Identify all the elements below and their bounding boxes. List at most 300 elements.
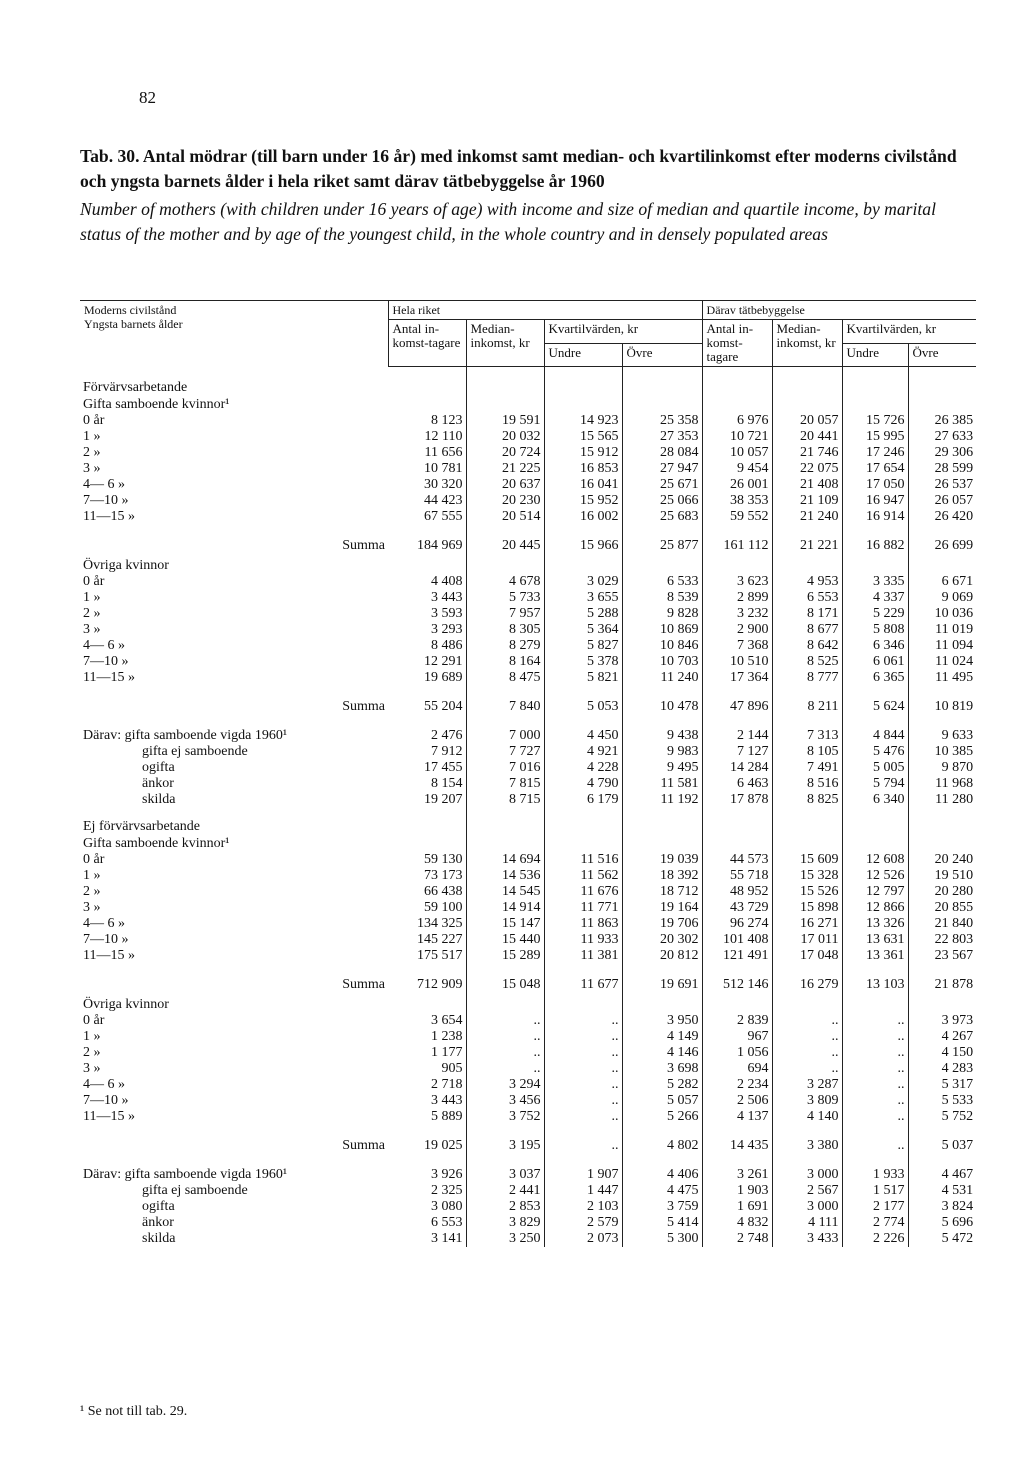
value-cell: 3 698 (622, 1061, 702, 1077)
row-label: 0 år (83, 574, 105, 589)
col-header-undre-tat: Undre (842, 343, 908, 367)
value-cell: .. (544, 1061, 622, 1077)
value-cell: .. (544, 1045, 622, 1061)
value-cell: .. (842, 1013, 908, 1029)
value-cell: 5 476 (842, 744, 908, 760)
value-cell: 7 957 (466, 606, 544, 622)
value-cell: .. (466, 1029, 544, 1045)
value-cell: 11 094 (935, 638, 974, 653)
row-label: 11—15 » (83, 670, 135, 685)
row-label: Summa (342, 699, 385, 714)
empty-cell (842, 996, 908, 1013)
value-cell: 1 177 (388, 1045, 466, 1061)
value-cell: 2 853 (466, 1199, 544, 1215)
row-label: skilda (142, 792, 176, 807)
value-cell: 4 150 (941, 1045, 974, 1060)
value-cell: 26 057 (934, 493, 974, 508)
empty-cell (772, 396, 842, 413)
value-cell: 121 491 (702, 948, 772, 964)
empty-cell (908, 557, 976, 574)
value-cell: 8 211 (772, 696, 842, 718)
value-cell: 161 112 (702, 535, 772, 557)
value-cell: 96 274 (702, 916, 772, 932)
value-cell: 5 288 (544, 606, 622, 622)
spacer-cell (388, 718, 466, 728)
spacer-cell (388, 686, 466, 696)
value-cell: 3 973 (941, 1013, 974, 1028)
value-cell: 21 746 (772, 445, 842, 461)
spacer-cell (842, 1125, 908, 1135)
table-row (80, 760, 976, 776)
value-cell: 20 724 (466, 445, 544, 461)
empty-cell (908, 396, 976, 413)
empty-cell (544, 835, 622, 852)
value-cell: 8 164 (466, 654, 544, 670)
value-cell: 11 771 (544, 900, 622, 916)
value-cell: .. (466, 1013, 544, 1029)
value-cell: 4 953 (772, 574, 842, 590)
value-cell: 12 526 (842, 868, 908, 884)
spacer-cell (80, 1125, 388, 1135)
empty-cell (544, 818, 622, 835)
table-row (80, 1231, 976, 1247)
value-cell: 5 794 (842, 776, 908, 792)
spacer-cell (466, 525, 544, 535)
table-row (80, 932, 976, 948)
empty-cell (702, 379, 772, 396)
value-cell: 10 846 (622, 638, 702, 654)
value-cell: .. (842, 1109, 908, 1125)
value-cell: 2 441 (466, 1183, 544, 1199)
value-cell: 59 130 (388, 852, 466, 868)
value-cell: 20 445 (466, 535, 544, 557)
value-cell: 25 066 (622, 493, 702, 509)
value-cell: 10 385 (934, 744, 974, 759)
table-row (80, 1061, 976, 1077)
value-cell: 11 192 (622, 792, 702, 808)
value-cell: 44 573 (702, 852, 772, 868)
value-cell: 8 154 (388, 776, 466, 792)
value-cell: 3 293 (388, 622, 466, 638)
value-cell: 27 633 (934, 429, 974, 444)
empty-cell (702, 996, 772, 1013)
table-row (80, 852, 976, 868)
value-cell: 11 240 (622, 670, 702, 686)
table-row (80, 622, 976, 638)
value-cell: 21 840 (934, 916, 974, 931)
value-cell: 4 149 (622, 1029, 702, 1045)
value-cell: 47 896 (702, 696, 772, 718)
value-cell: 19 510 (934, 868, 974, 883)
row-label: 0 år (83, 1013, 105, 1028)
value-cell: 3 261 (702, 1167, 772, 1183)
value-cell: 2 567 (772, 1183, 842, 1199)
spacer-cell (842, 964, 908, 974)
value-cell: 15 995 (842, 429, 908, 445)
value-cell: 9 870 (941, 760, 974, 775)
value-cell: 3 443 (388, 1093, 466, 1109)
summa-row (80, 696, 976, 718)
row-label: 11—15 » (83, 509, 135, 524)
page-number: 82 (139, 88, 156, 107)
value-cell: 10 057 (702, 445, 772, 461)
value-cell: 8 305 (466, 622, 544, 638)
value-cell: 9 983 (622, 744, 702, 760)
value-cell: 2 900 (702, 622, 772, 638)
value-cell: 26 537 (934, 477, 974, 492)
empty-cell (622, 996, 702, 1013)
value-cell: 19 025 (388, 1135, 466, 1157)
value-cell: 3 752 (466, 1109, 544, 1125)
spacer-cell (388, 1157, 466, 1167)
value-cell: 4 531 (941, 1183, 974, 1198)
summa-row (80, 535, 976, 557)
value-cell: 44 423 (388, 493, 466, 509)
value-cell: 14 284 (702, 760, 772, 776)
table-row (80, 590, 976, 606)
row-label: 1 » (83, 1029, 101, 1044)
value-cell: 10 819 (934, 699, 974, 714)
value-cell: 16 002 (544, 509, 622, 525)
value-cell: 3 232 (702, 606, 772, 622)
footnote: ¹ Se not till tab. 29. (80, 1404, 188, 1419)
value-cell: .. (842, 1061, 908, 1077)
empty-cell (842, 557, 908, 574)
value-cell: 9 438 (622, 728, 702, 744)
spacer-cell (702, 718, 772, 728)
spacer-cell (908, 964, 976, 974)
value-cell: 15 609 (772, 852, 842, 868)
value-cell: 19 591 (466, 413, 544, 429)
spacer-cell (544, 686, 622, 696)
value-cell: 3 380 (772, 1135, 842, 1157)
spacer-cell (466, 964, 544, 974)
value-cell: 27 947 (622, 461, 702, 477)
value-cell: .. (842, 1029, 908, 1045)
spacer-row (80, 964, 976, 974)
section-heading-row (80, 835, 976, 852)
value-cell: 21 240 (772, 509, 842, 525)
spacer-cell (622, 808, 702, 818)
section-heading-row (80, 818, 976, 835)
value-cell: 8 539 (622, 590, 702, 606)
value-cell: 694 (702, 1061, 772, 1077)
table-row (80, 461, 976, 477)
empty-cell (908, 996, 976, 1013)
value-cell: 5 378 (544, 654, 622, 670)
row-label: 3 » (83, 900, 101, 915)
value-cell: 1 903 (702, 1183, 772, 1199)
value-cell: 26 385 (934, 413, 974, 428)
value-cell: 2 748 (702, 1231, 772, 1247)
value-cell: 4 678 (466, 574, 544, 590)
value-cell: 2 839 (702, 1013, 772, 1029)
section-heading-row (80, 396, 976, 413)
value-cell: 7 491 (772, 760, 842, 776)
spacer-row (80, 1157, 976, 1167)
group-header-whole-country: Hela riket (388, 301, 702, 320)
col-header-kvartil-hela: Kvartilvärden, kr (544, 320, 702, 344)
row-label: gifta ej samboende (142, 744, 248, 759)
value-cell: 10 721 (702, 429, 772, 445)
value-cell: 5 229 (842, 606, 908, 622)
group-header-densely-populated: Därav tätbebyggelse (702, 301, 976, 320)
spacer-cell (544, 1125, 622, 1135)
value-cell: 9 633 (941, 728, 974, 743)
row-label: Därav: gifta samboende vigda 1960¹ (83, 1167, 288, 1182)
value-cell: 19 039 (622, 852, 702, 868)
value-cell: 38 353 (702, 493, 772, 509)
value-cell: .. (544, 1013, 622, 1029)
value-cell: 184 969 (388, 535, 466, 557)
value-cell: 19 164 (622, 900, 702, 916)
value-cell: 8 715 (466, 792, 544, 808)
value-cell: 1 447 (544, 1183, 622, 1199)
value-cell: 5 533 (941, 1093, 974, 1108)
row-label: gifta ej samboende (142, 1183, 248, 1198)
value-cell: 17 048 (772, 948, 842, 964)
value-cell: 20 514 (466, 509, 544, 525)
spacer-cell (622, 718, 702, 728)
table-row (80, 413, 976, 429)
table-body (80, 379, 976, 1247)
row-label: 3 » (83, 1061, 101, 1076)
value-cell: 28 599 (934, 461, 974, 476)
stub-header-marital: Moderns civilstånd (84, 303, 177, 317)
value-cell: 26 001 (702, 477, 772, 493)
value-cell: 3 250 (466, 1231, 544, 1247)
empty-cell (772, 557, 842, 574)
value-cell: .. (544, 1093, 622, 1109)
value-cell: 11 495 (935, 670, 974, 685)
value-cell: 2 774 (842, 1215, 908, 1231)
spacer-cell (842, 525, 908, 535)
spacer-cell (544, 525, 622, 535)
row-label: änkor (142, 1215, 174, 1230)
value-cell: 20 240 (934, 852, 974, 867)
value-cell: 8 171 (772, 606, 842, 622)
value-cell: 15 048 (466, 974, 544, 996)
row-label: Summa (342, 538, 385, 553)
value-cell: 20 637 (466, 477, 544, 493)
value-cell: 1 907 (544, 1167, 622, 1183)
empty-cell (772, 996, 842, 1013)
value-cell: 5 889 (388, 1109, 466, 1125)
table-row (80, 493, 976, 509)
value-cell: 3 000 (772, 1167, 842, 1183)
spacer-cell (772, 718, 842, 728)
col-header-ovre-hela: Övre (622, 343, 702, 367)
value-cell: 11 933 (544, 932, 622, 948)
spacer-cell (622, 1125, 702, 1135)
row-label: Summa (342, 977, 385, 992)
value-cell: 10 781 (388, 461, 466, 477)
empty-cell (908, 835, 976, 852)
spacer-cell (908, 718, 976, 728)
value-cell: 8 642 (772, 638, 842, 654)
spacer-cell (388, 964, 466, 974)
value-cell: 3 950 (622, 1013, 702, 1029)
spacer-cell (466, 1157, 544, 1167)
value-cell: 5 733 (466, 590, 544, 606)
value-cell: 17 654 (842, 461, 908, 477)
value-cell: .. (772, 1029, 842, 1045)
value-cell: 14 545 (466, 884, 544, 900)
spacer-cell (388, 808, 466, 818)
table-row (80, 574, 976, 590)
row-label: 1 » (83, 429, 101, 444)
value-cell: 14 694 (466, 852, 544, 868)
value-cell: .. (842, 1135, 908, 1157)
empty-cell (622, 396, 702, 413)
spacer-cell (842, 686, 908, 696)
table-row (80, 916, 976, 932)
value-cell: 16 041 (544, 477, 622, 493)
table-row (80, 1183, 976, 1199)
value-cell: 20 302 (622, 932, 702, 948)
table-row (80, 884, 976, 900)
value-cell: 20 057 (772, 413, 842, 429)
spacer-row (80, 718, 976, 728)
value-cell: 4 111 (772, 1215, 842, 1231)
value-cell: 2 103 (544, 1199, 622, 1215)
value-cell: 3 593 (388, 606, 466, 622)
value-cell: 16 853 (544, 461, 622, 477)
row-label: 1 » (83, 590, 101, 605)
value-cell: 7 127 (702, 744, 772, 760)
spacer-cell (80, 808, 388, 818)
value-cell: 7 815 (466, 776, 544, 792)
row-label: skilda (142, 1231, 176, 1246)
row-label: Summa (342, 1138, 385, 1153)
value-cell: 5 414 (622, 1215, 702, 1231)
section-heading-row (80, 379, 976, 396)
row-label: 11—15 » (83, 948, 135, 963)
value-cell: 8 279 (466, 638, 544, 654)
spacer-cell (702, 1125, 772, 1135)
value-cell: 3 287 (772, 1077, 842, 1093)
col-header-median-tat: Median-inkomst, kr (772, 320, 842, 367)
spacer-cell (702, 525, 772, 535)
value-cell: 4 408 (388, 574, 466, 590)
value-cell: 3 443 (388, 590, 466, 606)
spacer-cell (388, 1125, 466, 1135)
value-cell: 8 525 (772, 654, 842, 670)
value-cell: 4 137 (702, 1109, 772, 1125)
value-cell: 11 562 (544, 868, 622, 884)
spacer-cell (466, 718, 544, 728)
spacer-cell (80, 525, 388, 535)
value-cell: 7 840 (466, 696, 544, 718)
row-label: ogifta (142, 760, 175, 775)
empty-cell (622, 835, 702, 852)
col-header-antal-hela: Antal in-komst-tagare (388, 320, 466, 367)
value-cell: 8 677 (772, 622, 842, 638)
empty-cell (388, 396, 466, 413)
value-cell: 16 271 (772, 916, 842, 932)
value-cell: 16 914 (842, 509, 908, 525)
value-cell: 2 325 (388, 1183, 466, 1199)
empty-cell (544, 557, 622, 574)
spacer-cell (622, 686, 702, 696)
value-cell: 4 790 (544, 776, 622, 792)
empty-cell (388, 835, 466, 852)
value-cell: 17 878 (702, 792, 772, 808)
row-label: 11—15 » (83, 1109, 135, 1124)
spacer-cell (772, 964, 842, 974)
row-label: 4— 6 » (83, 916, 125, 931)
row-label: 4— 6 » (83, 1077, 125, 1092)
value-cell: 4 467 (941, 1167, 974, 1182)
spacer-cell (80, 686, 388, 696)
value-cell: 2 226 (842, 1231, 908, 1247)
table-row (80, 638, 976, 654)
summa-row (80, 974, 976, 996)
spacer-cell (544, 808, 622, 818)
value-cell: 55 718 (702, 868, 772, 884)
value-cell: 3 294 (466, 1077, 544, 1093)
value-cell: 22 803 (934, 932, 974, 947)
table-row (80, 744, 976, 760)
row-label: 1 » (83, 868, 101, 883)
value-cell: 14 923 (544, 413, 622, 429)
value-cell: 5 624 (842, 696, 908, 718)
table-row (80, 1077, 976, 1093)
value-cell: 17 011 (772, 932, 842, 948)
empty-cell (622, 379, 702, 396)
spacer-row (80, 808, 976, 818)
spacer-cell (466, 1125, 544, 1135)
section-heading: Förvärvsarbetande (83, 380, 188, 395)
value-cell: 13 361 (842, 948, 908, 964)
statistics-table (80, 300, 976, 1247)
spacer-cell (908, 1125, 976, 1135)
value-cell: 1 933 (842, 1167, 908, 1183)
value-cell: 4 140 (772, 1109, 842, 1125)
value-cell: 9 454 (702, 461, 772, 477)
value-cell: 6 976 (702, 413, 772, 429)
table-row (80, 445, 976, 461)
value-cell: 5 827 (544, 638, 622, 654)
row-label: 7—10 » (83, 493, 129, 508)
value-cell: 6 553 (772, 590, 842, 606)
empty-cell (466, 996, 544, 1013)
value-cell: 11 516 (544, 852, 622, 868)
spacer-cell (842, 1157, 908, 1167)
value-cell: 5 752 (941, 1109, 974, 1124)
value-cell: 7 016 (466, 760, 544, 776)
table-row (80, 477, 976, 493)
empty-cell (772, 818, 842, 835)
value-cell: 3 141 (388, 1231, 466, 1247)
value-cell: 18 712 (622, 884, 702, 900)
value-cell: 20 230 (466, 493, 544, 509)
value-cell: 4 283 (941, 1061, 974, 1076)
value-cell: 30 320 (388, 477, 466, 493)
value-cell: 4 228 (544, 760, 622, 776)
col-header-median-hela: Median-inkomst, kr (466, 320, 544, 367)
spacer-cell (622, 525, 702, 535)
value-cell: 5 057 (622, 1093, 702, 1109)
value-cell: 3 000 (772, 1199, 842, 1215)
empty-cell (908, 379, 976, 396)
value-cell: 55 204 (388, 696, 466, 718)
value-cell: 101 408 (702, 932, 772, 948)
value-cell: 4 475 (622, 1183, 702, 1199)
value-cell: 6 179 (544, 792, 622, 808)
table-title-english: Number of mothers (with children under 16 years of age) with income and size of median and quartile income, by marital status of the mother and by age of the youngest child, in the whole country and in densely populated areas (80, 199, 936, 244)
value-cell: 8 486 (388, 638, 466, 654)
